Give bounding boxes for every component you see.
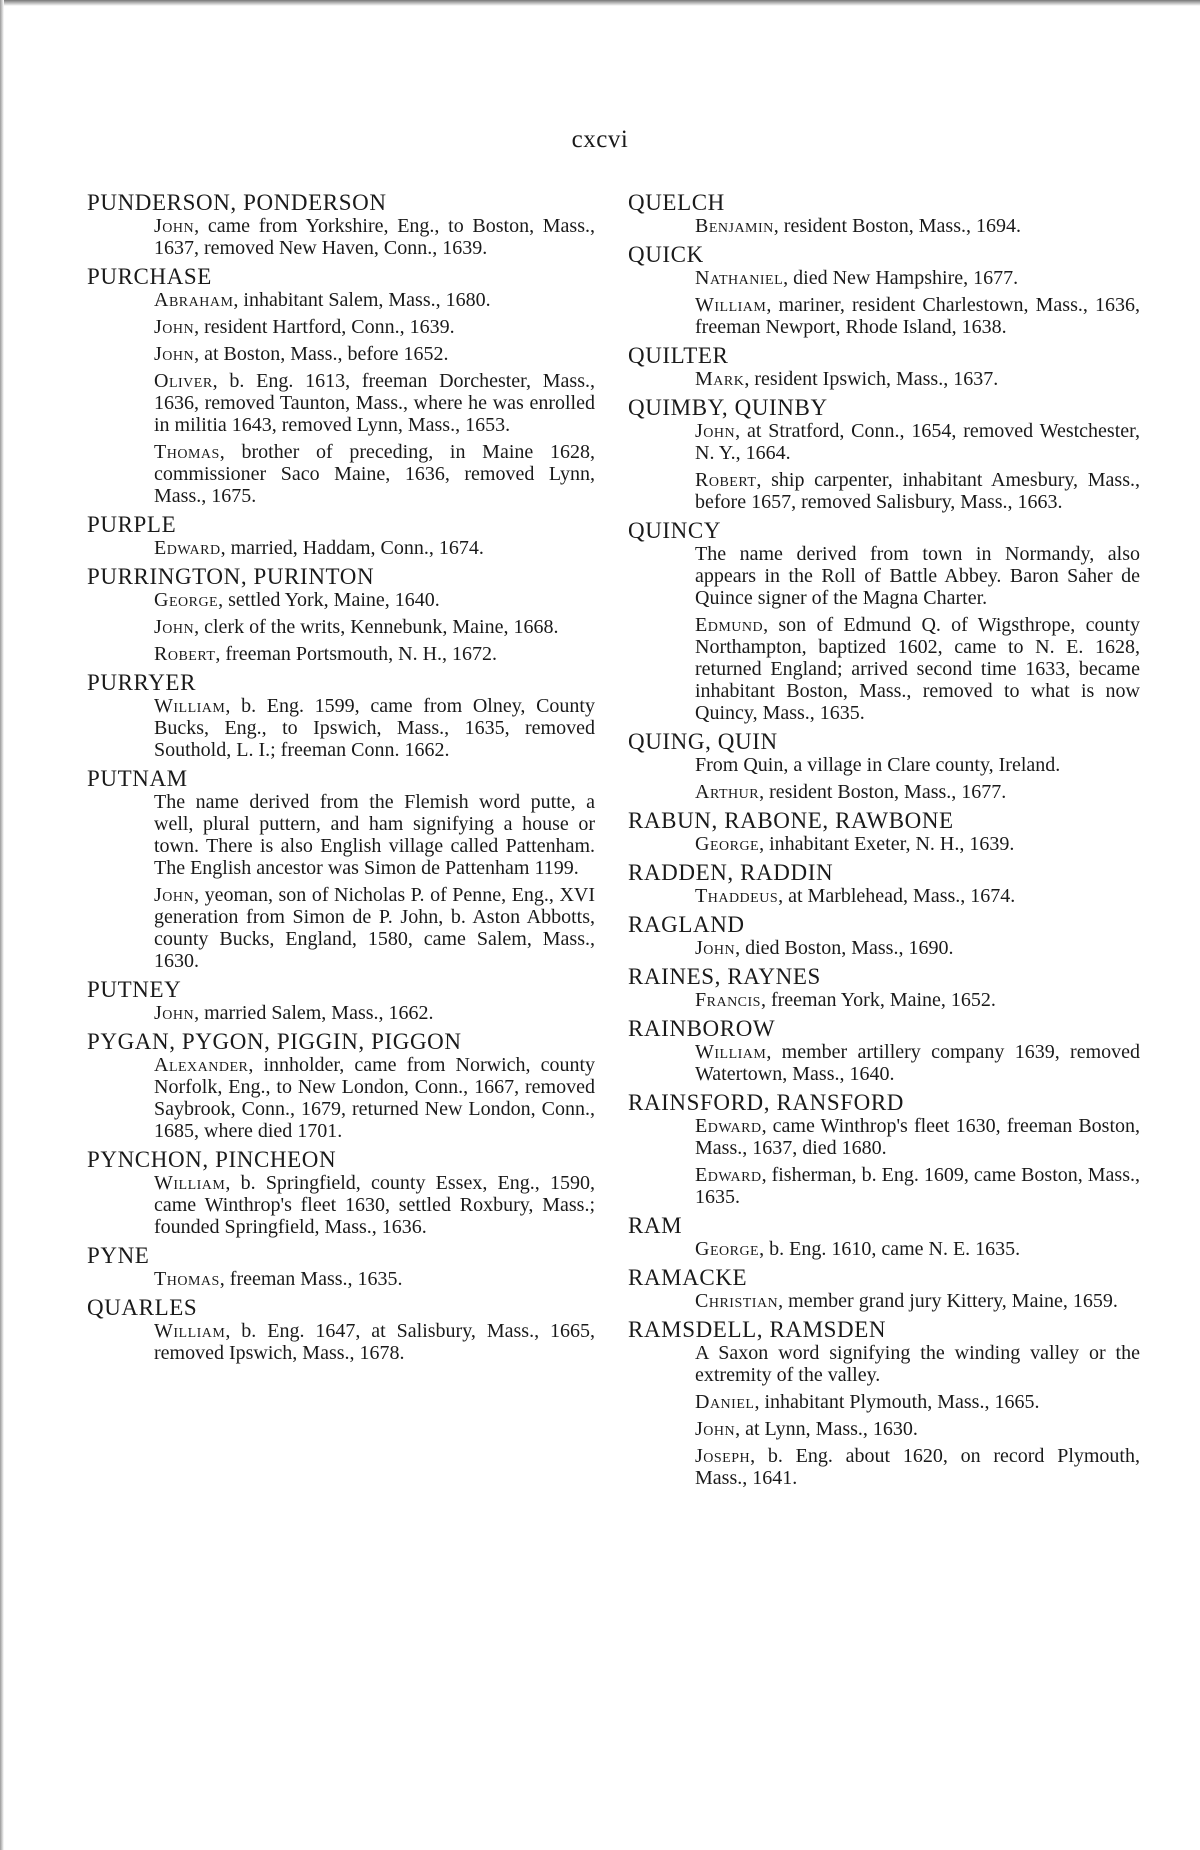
- surname-note: [695, 1342, 1140, 1386]
- surname-heading: QUING, QUIN: [628, 729, 778, 754]
- surname-heading: PUTNEY: [87, 977, 182, 1002]
- given-name: George: [695, 833, 760, 855]
- given-name: Mark: [695, 368, 745, 390]
- given-name: Nathaniel: [695, 267, 784, 289]
- surname-block: [87, 264, 595, 507]
- entry-list: [628, 543, 1140, 724]
- given-name: Thomas: [154, 1268, 220, 1290]
- surname-heading: RAMSDELL, RAMSDEN: [628, 1317, 887, 1342]
- given-name: William: [154, 1320, 226, 1342]
- entry-list: [628, 215, 1140, 237]
- person-entry: [695, 1041, 1140, 1085]
- surname-note: [695, 754, 1140, 776]
- entry-list: [628, 368, 1140, 390]
- person-entry: [695, 469, 1140, 513]
- given-name: Francis: [695, 989, 761, 1011]
- entry-list: [628, 420, 1140, 513]
- person-entry: [154, 616, 595, 638]
- surname-block: [628, 808, 1140, 855]
- given-name: Thomas: [154, 441, 220, 463]
- surname-heading: PUTNAM: [87, 766, 188, 791]
- entry-list: [628, 1115, 1140, 1208]
- person-entry: [154, 316, 595, 338]
- surname-heading: QUARLES: [87, 1295, 198, 1320]
- given-name: George: [695, 1238, 760, 1260]
- entry-text: , freeman Portsmouth, N. H., 1672.: [215, 643, 498, 665]
- surname-block: [628, 395, 1140, 513]
- given-name: Edmund: [695, 614, 764, 636]
- given-name: Christian: [695, 1290, 779, 1312]
- entry-text: , inhabitant Salem, Mass., 1680.: [233, 289, 491, 311]
- person-entry: [695, 420, 1140, 464]
- entry-list: [87, 1320, 595, 1364]
- surname-heading: PURRYER: [87, 670, 197, 695]
- surname-heading: PYGAN, PYGON, PIGGIN, PIGGON: [87, 1029, 462, 1054]
- entry-text: , at Lynn, Mass., 1630.: [735, 1418, 918, 1440]
- person-entry: [154, 370, 595, 436]
- surname-note: [695, 543, 1140, 609]
- surname-heading: PURCHASE: [87, 264, 212, 289]
- person-entry: [695, 1115, 1140, 1159]
- entry-list: [87, 695, 595, 761]
- entry-text: , ship carpenter, inhabitant Amesbury, Mass., before 1657, removed Salisbury, Mass., 1663.: [695, 469, 1140, 513]
- person-entry: [154, 643, 595, 665]
- entry-list: [628, 267, 1140, 338]
- surname-heading: QUILTER: [628, 343, 729, 368]
- surname-heading: PURRINGTON, PURINTON: [87, 564, 375, 589]
- entry-list: [87, 215, 595, 259]
- entry-text: A Saxon word signifying the winding valley or the extremity of the valley.: [695, 1342, 1140, 1386]
- surname-heading: RAGLAND: [628, 912, 745, 937]
- person-entry: [695, 294, 1140, 338]
- surname-block: [87, 512, 595, 559]
- entry-list: [87, 1002, 595, 1024]
- entry-list: [628, 989, 1140, 1011]
- entry-text: , inhabitant Exeter, N. H., 1639.: [759, 833, 1015, 855]
- given-name: Abraham: [154, 289, 234, 311]
- person-entry: [695, 368, 1140, 390]
- given-name: John: [695, 937, 736, 959]
- entry-text: , member grand jury Kittery, Maine, 1659.: [778, 1290, 1118, 1312]
- given-name: Alexander: [154, 1054, 249, 1076]
- person-entry: [695, 1238, 1140, 1260]
- given-name: Edward: [154, 537, 221, 559]
- surname-heading: PUNDERSON, PONDERSON: [87, 190, 387, 215]
- entry-text: , clerk of the writs, Kennebunk, Maine, 1668.: [194, 616, 559, 638]
- surname-block: [628, 729, 1140, 803]
- person-entry: [154, 343, 595, 365]
- entry-text: , innholder, came from Norwich, county Norfolk, Eng., to New London, Conn., 1667, removed Saybrook, Conn., 1679, returned New London, Conn., 1685, where died 1701.: [154, 1054, 595, 1142]
- person-entry: [695, 1418, 1140, 1440]
- given-name: John: [154, 316, 195, 338]
- given-name: John: [154, 343, 195, 365]
- scan-border-left: [0, 0, 4, 1850]
- surname-heading: QUIMBY, QUINBY: [628, 395, 828, 420]
- surname-note: [154, 791, 595, 879]
- entry-text: , b. Eng. 1647, at Salisbury, Mass., 1665, removed Ipswich, Mass., 1678.: [154, 1320, 595, 1364]
- person-entry: [154, 441, 595, 507]
- given-name: William: [154, 1172, 226, 1194]
- entry-list: [628, 885, 1140, 907]
- entry-text: , freeman Mass., 1635.: [219, 1268, 403, 1290]
- person-entry: [154, 215, 595, 259]
- entry-text: , son of Edmund Q. of Wigsthrope, county Northampton, baptized 1602, came to N. E. 1628, returned England; arrived second time 1633, became inhabitant Boston, Mass., removed to what is now Quincy, Mass., 1635.: [695, 614, 1140, 724]
- surname-block: [87, 1147, 595, 1238]
- given-name: Edward: [695, 1164, 762, 1186]
- entry-text: , brother of preceding, in Maine 1628, commissioner Saco Maine, 1636, removed Lynn, Mass., 1675.: [154, 441, 595, 507]
- surname-heading: QUELCH: [628, 190, 725, 215]
- entry-list: [628, 754, 1140, 803]
- person-entry: [695, 989, 1140, 1011]
- entry-text: , b. Eng. 1610, came N. E. 1635.: [759, 1238, 1021, 1260]
- surname-block: [87, 190, 595, 259]
- surname-heading: RADDEN, RADDIN: [628, 860, 834, 885]
- given-name: Arthur: [695, 781, 760, 803]
- entry-text: , resident Boston, Mass., 1694.: [773, 215, 1021, 237]
- entry-text: , b. Springfield, county Essex, Eng., 1590, came Winthrop's fleet 1630, settled Roxbury, Mass.; founded Springfield, Mass., 1636.: [154, 1172, 595, 1238]
- person-entry: [154, 1054, 595, 1142]
- entry-text: , married Salem, Mass., 1662.: [194, 1002, 434, 1024]
- entry-text: , mariner, resident Charlestown, Mass., 1636, freeman Newport, Rhode Island, 1638.: [695, 294, 1140, 338]
- left-column: [87, 190, 595, 1369]
- entry-text: , resident Hartford, Conn., 1639.: [194, 316, 455, 338]
- entry-list: [87, 589, 595, 665]
- surname-block: [628, 518, 1140, 724]
- given-name: Thaddeus: [695, 885, 779, 907]
- entry-text: , member artillery company 1639, removed Watertown, Mass., 1640.: [695, 1041, 1140, 1085]
- entry-text: , died New Hampshire, 1677.: [783, 267, 1019, 289]
- entry-text: , resident Ipswich, Mass., 1637.: [744, 368, 999, 390]
- entry-text: , at Boston, Mass., before 1652.: [194, 343, 449, 365]
- entry-text: , b. Eng. 1613, freeman Dorchester, Mass., 1636, removed Taunton, Mass., where he was enrolled in militia 1643, removed Lynn, Mass., 1653.: [154, 370, 595, 436]
- entry-text: , freeman York, Maine, 1652.: [760, 989, 996, 1011]
- person-entry: [695, 267, 1140, 289]
- entry-text: , resident Boston, Mass., 1677.: [759, 781, 1007, 803]
- entry-text: , inhabitant Plymouth, Mass., 1665.: [754, 1391, 1040, 1413]
- surname-heading: QUICK: [628, 242, 704, 267]
- person-entry: [695, 1391, 1140, 1413]
- given-name: John: [695, 420, 736, 442]
- person-entry: [695, 614, 1140, 724]
- person-entry: [154, 1002, 595, 1024]
- surname-block: [628, 1317, 1140, 1489]
- surname-heading: RABUN, RABONE, RAWBONE: [628, 808, 954, 833]
- surname-heading: RAM: [628, 1213, 683, 1238]
- entry-text: , b. Eng. about 1620, on record Plymouth, Mass., 1641.: [695, 1445, 1140, 1489]
- entry-list: [628, 833, 1140, 855]
- given-name: John: [154, 884, 195, 906]
- entry-list: [628, 1290, 1140, 1312]
- surname-heading: RAMACKE: [628, 1265, 748, 1290]
- scan-border-top: [0, 0, 1200, 6]
- entry-list: [87, 537, 595, 559]
- surname-block: [87, 766, 595, 972]
- surname-block: [87, 1295, 595, 1364]
- person-entry: [695, 1164, 1140, 1208]
- given-name: Edward: [695, 1115, 762, 1137]
- entry-list: [628, 1238, 1140, 1260]
- surname-block: [87, 564, 595, 665]
- person-entry: [695, 1290, 1140, 1312]
- person-entry: [154, 1320, 595, 1364]
- surname-heading: PYNE: [87, 1243, 150, 1268]
- person-entry: [695, 833, 1140, 855]
- entry-text: The name derived from the Flemish word putte, a well, plural puttern, and ham signifying a house or town. There is also English village called Pattenham. The English ancestor was Simon de Pattenham 1199.: [154, 791, 595, 879]
- surname-block: [628, 242, 1140, 338]
- entry-list: [87, 289, 595, 507]
- given-name: John: [154, 215, 195, 237]
- page-number: cxcvi: [571, 126, 629, 153]
- entry-text: , b. Eng. 1599, came from Olney, County Bucks, Eng., to Ipswich, Mass., 1635, removed Southold, L. I.; freeman Conn. 1662.: [154, 695, 595, 761]
- person-entry: [695, 781, 1140, 803]
- surname-heading: PYNCHON, PINCHEON: [87, 1147, 337, 1172]
- entry-text: , died Boston, Mass., 1690.: [735, 937, 954, 959]
- person-entry: [154, 1268, 595, 1290]
- surname-heading: QUINCY: [628, 518, 722, 543]
- entry-list: [87, 1172, 595, 1238]
- given-name: Robert: [695, 469, 757, 491]
- entry-text: , at Marblehead, Mass., 1674.: [778, 885, 1016, 907]
- entry-text: The name derived from town in Normandy, also appears in the Roll of Battle Abbey. Baron Saher de Quince signer of the Magna Charter.: [695, 543, 1140, 609]
- surname-block: [87, 1029, 595, 1142]
- given-name: Oliver: [154, 370, 213, 392]
- person-entry: [154, 589, 595, 611]
- surname-block: [628, 190, 1140, 237]
- person-entry: [154, 289, 595, 311]
- given-name: John: [695, 1418, 736, 1440]
- entry-list: [87, 1054, 595, 1142]
- surname-block: [628, 343, 1140, 390]
- person-entry: [154, 884, 595, 972]
- surname-block: [628, 912, 1140, 959]
- entry-list: [628, 1342, 1140, 1489]
- surname-heading: RAINSFORD, RANSFORD: [628, 1090, 904, 1115]
- given-name: John: [154, 1002, 195, 1024]
- surname-block: [628, 1213, 1140, 1260]
- surname-block: [628, 964, 1140, 1011]
- surname-heading: RAINBOROW: [628, 1016, 776, 1041]
- given-name: William: [154, 695, 226, 717]
- surname-block: [628, 1016, 1140, 1085]
- surname-heading: RAINES, RAYNES: [628, 964, 821, 989]
- person-entry: [695, 215, 1140, 237]
- given-name: William: [695, 294, 767, 316]
- surname-block: [87, 670, 595, 761]
- entry-text: , married, Haddam, Conn., 1674.: [220, 537, 484, 559]
- given-name: Benjamin: [695, 215, 774, 237]
- entry-text: , came Winthrop's fleet 1630, freeman Boston, Mass., 1637, died 1680.: [695, 1115, 1140, 1159]
- given-name: Joseph: [695, 1445, 751, 1467]
- right-column: [628, 190, 1140, 1494]
- given-name: Robert: [154, 643, 216, 665]
- entry-list: [87, 1268, 595, 1290]
- person-entry: [695, 885, 1140, 907]
- surname-block: [628, 860, 1140, 907]
- entry-list: [628, 1041, 1140, 1085]
- entry-text: , settled York, Maine, 1640.: [218, 589, 440, 611]
- surname-block: [628, 1090, 1140, 1208]
- given-name: John: [154, 616, 195, 638]
- entry-list: [628, 937, 1140, 959]
- surname-block: [628, 1265, 1140, 1312]
- given-name: Daniel: [695, 1391, 755, 1413]
- entry-text: , at Stratford, Conn., 1654, removed Westchester, N. Y., 1664.: [695, 420, 1140, 464]
- given-name: George: [154, 589, 219, 611]
- entry-text: From Quin, a village in Clare county, Ireland.: [695, 754, 1061, 776]
- person-entry: [695, 937, 1140, 959]
- person-entry: [154, 1172, 595, 1238]
- surname-block: [87, 977, 595, 1024]
- surname-block: [87, 1243, 595, 1290]
- person-entry: [154, 537, 595, 559]
- given-name: William: [695, 1041, 767, 1063]
- entry-text: , fisherman, b. Eng. 1609, came Boston, Mass., 1635.: [695, 1164, 1140, 1208]
- entry-text: , yeoman, son of Nicholas P. of Penne, Eng., XVI generation from Simon de P. John, b. Aston Abbotts, county Bucks, England, 1580, came Salem, Mass., 1630.: [154, 884, 595, 972]
- person-entry: [154, 695, 595, 761]
- surname-heading: PURPLE: [87, 512, 177, 537]
- person-entry: [695, 1445, 1140, 1489]
- entry-list: [87, 791, 595, 972]
- entry-text: , came from Yorkshire, Eng., to Boston, Mass., 1637, removed New Haven, Conn., 1639.: [154, 215, 595, 259]
